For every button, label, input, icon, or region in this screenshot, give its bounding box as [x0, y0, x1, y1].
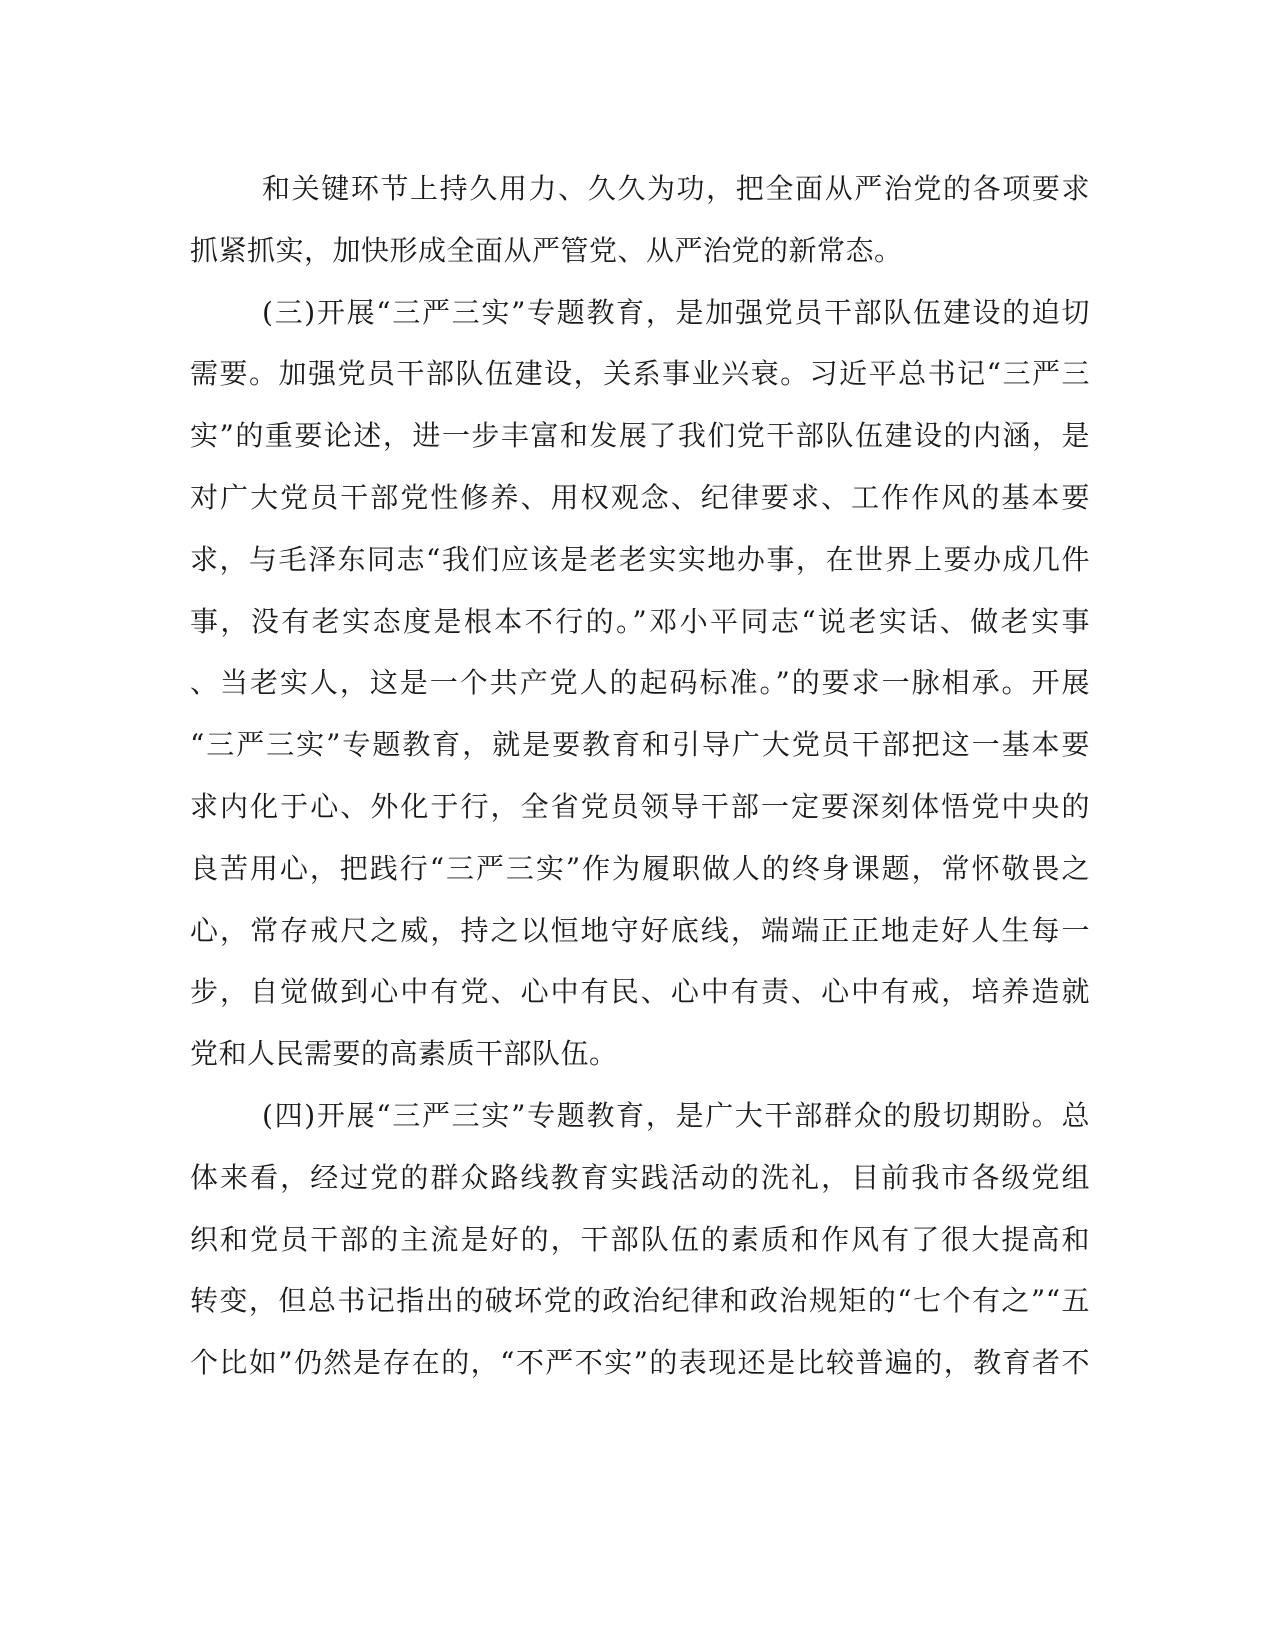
text-line: (四)开展“三严三实”专题教育，是广大干部群众的殷切期盼。总: [262, 1098, 1090, 1132]
text-line: 转变，但总书记指出的破坏党的政治纪律和政治规矩的“七个有之”“五: [190, 1284, 1090, 1318]
text-line: 步，自觉做到心中有党、心中有民、心中有责、心中有戒，培养造就: [190, 975, 1090, 1009]
text-line: 对广大党员干部党性修养、用权观念、纪律要求、工作作风的基本要: [190, 480, 1090, 514]
text-line: 和关键环节上持久用力、久久为功，把全面从严治党的各项要求: [262, 172, 1090, 205]
text-line: 织和党员干部的主流是好的，干部队伍的素质和作风有了很大提高和: [190, 1222, 1090, 1256]
text-line: 求，与毛泽东同志“我们应该是老老实实地办事，在世界上要办成几件: [190, 542, 1090, 576]
text-line: 事，没有老实态度是根本不行的。”邓小平同志“说老实话、做老实事: [190, 604, 1090, 638]
text-line: (三)开展“三严三实”专题教育，是加强党员干部队伍建设的迫切: [262, 295, 1090, 329]
text-line: “三严三实”专题教育，就是要教育和引导广大党员干部把这一基本要: [190, 728, 1090, 762]
text-line: 体来看，经过党的群众路线教育实践活动的洗礼，目前我市各级党组: [190, 1160, 1090, 1194]
text-line: 良苦用心，把践行“三严三实”作为履职做人的终身课题，常怀敬畏之: [190, 851, 1090, 885]
text-line: 需要。加强党员干部队伍建设，关系事业兴衰。习近平总书记“三严三: [190, 357, 1090, 391]
text-line: 、当老实人，这是一个共产党人的起码标准。”的要求一脉相承。开展: [190, 666, 1090, 700]
text-line: 抓紧抓实，加快形成全面从严管党、从严治党的新常态。: [190, 233, 903, 267]
text-line: 党和人民需要的高素质干部队伍。: [190, 1037, 618, 1071]
text-line: 个比如”仍然是存在的，“不严不实”的表现还是比较普遍的，教育者不: [190, 1346, 1090, 1380]
body-text: [190, 158, 1090, 1394]
text-line: 心，常存戒尺之威，持之以恒地守好底线，端端正正地走好人生每一: [190, 913, 1090, 947]
text-line: 求内化于心、外化于行，全省党员领导干部一定要深刻体悟党中央的: [190, 789, 1090, 823]
text-line: 实”的重要论述，进一步丰富和发展了我们党干部队伍建设的内涵，是: [190, 419, 1090, 453]
